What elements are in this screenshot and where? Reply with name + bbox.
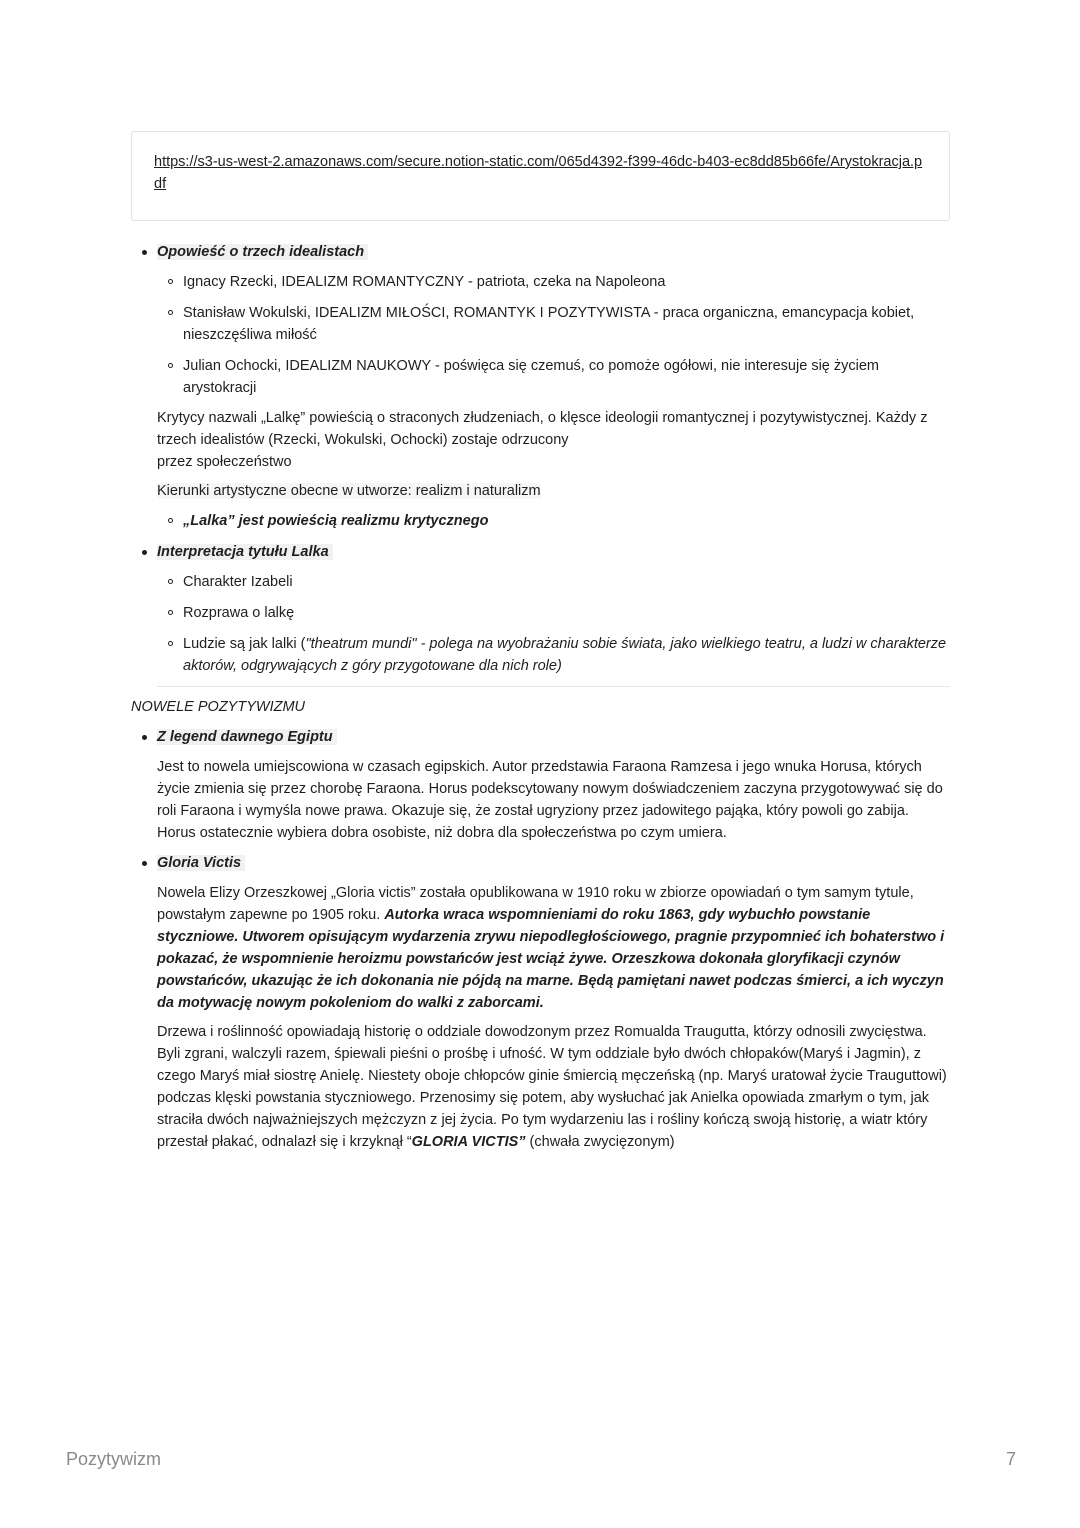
circle-bullet-icon (168, 310, 173, 315)
list-item (131, 571, 950, 593)
realism-list (131, 510, 950, 532)
gloria-bold-text: Autorka wraca wspomnieniami do roku 1863, gdy wybuchło powstanie styczniowe. Utworem opisującym wydarzenia zrywu niepodległościowego, pragnie przypomnieć ich bohaterstwo i pokazać, że wspomnienie heroizmu powstańców jest wciąż żywe. Orzeszkowa dokonała gloryfikacji czynów powstańców, ukazując że ich dokonania nie pójdą na marne. Będą pamiętani nawet podczas śmierci, a ich wyczyn da motywację nowym pokoleniom do walki z zaborcami. (157, 907, 945, 1011)
page-number: 7 (1005, 1449, 1016, 1469)
section-title: Z legend dawnego Egiptu (157, 729, 337, 745)
bullet-icon (142, 550, 147, 555)
directions-text: Kierunki artystyczne obecne w utworze: realizm i naturalizm (157, 483, 541, 499)
section-title: Gloria Victis (157, 855, 245, 871)
circle-bullet-icon (168, 610, 173, 615)
critics-paragraph (131, 407, 950, 473)
list-item-text: Stanisław Wokulski, IDEALIZM MIŁOŚCI, ROMANTYK I POZYTYWISTA - praca organiczna, emancypacja kobiet, nieszczęśliwa miłość (183, 305, 915, 343)
idealists-sublist (131, 271, 950, 399)
forest-paragraph (131, 1021, 950, 1153)
list-item-text: Charakter Izabeli (183, 574, 293, 590)
section-title: Interpretacja tytułu Lalka (157, 544, 333, 560)
gloria-text: Nowela Elizy Orzeszkowej „Gloria victis” została opublikowana w 1910 roku w zbiorze opowiadań o tym samym tytule, powstałym zapewne po 1905 roku. (157, 885, 914, 923)
footer-title: Pozytywizm (66, 1449, 162, 1469)
list-item (131, 241, 950, 263)
novels-heading: NOWELE POZYTYWIZMU (131, 699, 305, 715)
idealists-list (131, 241, 950, 263)
critics-text-2: przez społeczeństwo (157, 454, 292, 470)
bullet-icon (142, 250, 147, 255)
list-item-text: Rozprawa o lalkę (183, 605, 295, 621)
list-item-text: Julian Ochocki, IDEALIZM NAUKOWY - poświęca się czemuś, co pomoże ogółowi, nie interesuje się życiem arystokracji (183, 358, 879, 396)
bullet-icon (142, 735, 147, 740)
list-item (131, 852, 950, 874)
list-item (131, 541, 950, 563)
forest-text: Drzewa i roślinność opowiadają historię o oddziale dowodzonym przez Romualda Traugutta, którzy odnosili zwycięstwa. Byli zgrani, walczyli razem, śpiewali pieśni o prośbę i ufność. W tym oddziale było dwóch chłopaków(Maryś i Jagmin), z czego Maryś miał siostrę Anielę. Niestety oboje chłopców ginie śmiercią męczeńską (np. Maryś uratował życie Trauguttowi) podczas klęski powstania styczniowego. Przenosimy się potem, aby wysłuchać jak Anielka opowiada zmarłym o tym, jak straciła dwóch najważniejszych mężczyzn z jej życia. Po tym wydarzeniu las i rośliny kończą swoją historię, a wiatr który przestał płakać, odnalazł się i krzyknął “ (157, 1024, 947, 1150)
egypt-paragraph: Jest to nowela umiejscowiona w czasach egipskich. Autor przedstawia Faraona Ramzesa i jego wnuka Horusa, których życie zmienia się przez chorobę Faraona. Horus podekscytowany nowym doświadczeniem zaczyna przygotowywać się do roli Faraona i wymyśla nowe prawa. Okazuje się, że został ugryziony przez jadowitego pająka, który powoli go zabija. Horus ostatecznie wybiera dobra osobiste, niż dobra dla społeczeństwa po czym umiera. (157, 759, 943, 841)
list-item (131, 302, 950, 346)
forest-bold-text: GLORIA VICTIS” (411, 1134, 526, 1150)
directions-paragraph (131, 480, 950, 502)
list-item (131, 355, 950, 399)
list-item (131, 510, 950, 532)
gloria-paragraph (131, 882, 950, 1014)
pdf-embed[interactable] (131, 131, 950, 221)
circle-bullet-icon (168, 363, 173, 368)
list-item (131, 633, 950, 677)
page-content (131, 131, 950, 1153)
section-title: Opowieść o trzech idealistach (157, 244, 368, 260)
bullet-icon (142, 861, 147, 866)
list-item (131, 271, 950, 293)
pdf-link[interactable]: https://s3-us-west-2.amazonaws.com/secure.notion-static.com/065d4392-f399-46dc-b403-ec8dd85b66fe/Arystokracja.pdf (154, 154, 923, 192)
list-item-italic-text: "theatrum mundi" - polega na wyobrażaniu sobie świata, jako wielkiego teatru, a ludzi w charakterze aktorów, odgrywających z góry przygotowane dla nich role) (183, 636, 947, 674)
interpretation-sublist (131, 571, 950, 677)
list-item-text: Ignacy Rzecki, IDEALIZM ROMANTYCZNY - patriota, czeka na Napoleona (183, 274, 666, 290)
circle-bullet-icon (168, 518, 173, 523)
circle-bullet-icon (168, 279, 173, 284)
list-item-text: „Lalka” jest powieścią realizmu krytycznego (183, 513, 489, 529)
interpretation-list (131, 541, 950, 563)
circle-bullet-icon (168, 579, 173, 584)
gloria-list (131, 852, 950, 874)
list-item-text: Ludzie są jak lalki ( (183, 636, 306, 652)
list-item (131, 726, 950, 748)
critics-text: Krytycy nazwali „Lalkę” powieścią o straconych złudzeniach, o klęsce ideologii romantycznej i pozytywistycznej. Każdy z trzech idealistów (Rzecki, Wokulski, Ochocki) zostaje odrzucony (157, 410, 928, 448)
forest-end-text: (chwała zwycięzonym) (525, 1134, 675, 1150)
list-item (131, 602, 950, 624)
egypt-list (131, 726, 950, 748)
divider (157, 686, 950, 687)
circle-bullet-icon (168, 641, 173, 646)
